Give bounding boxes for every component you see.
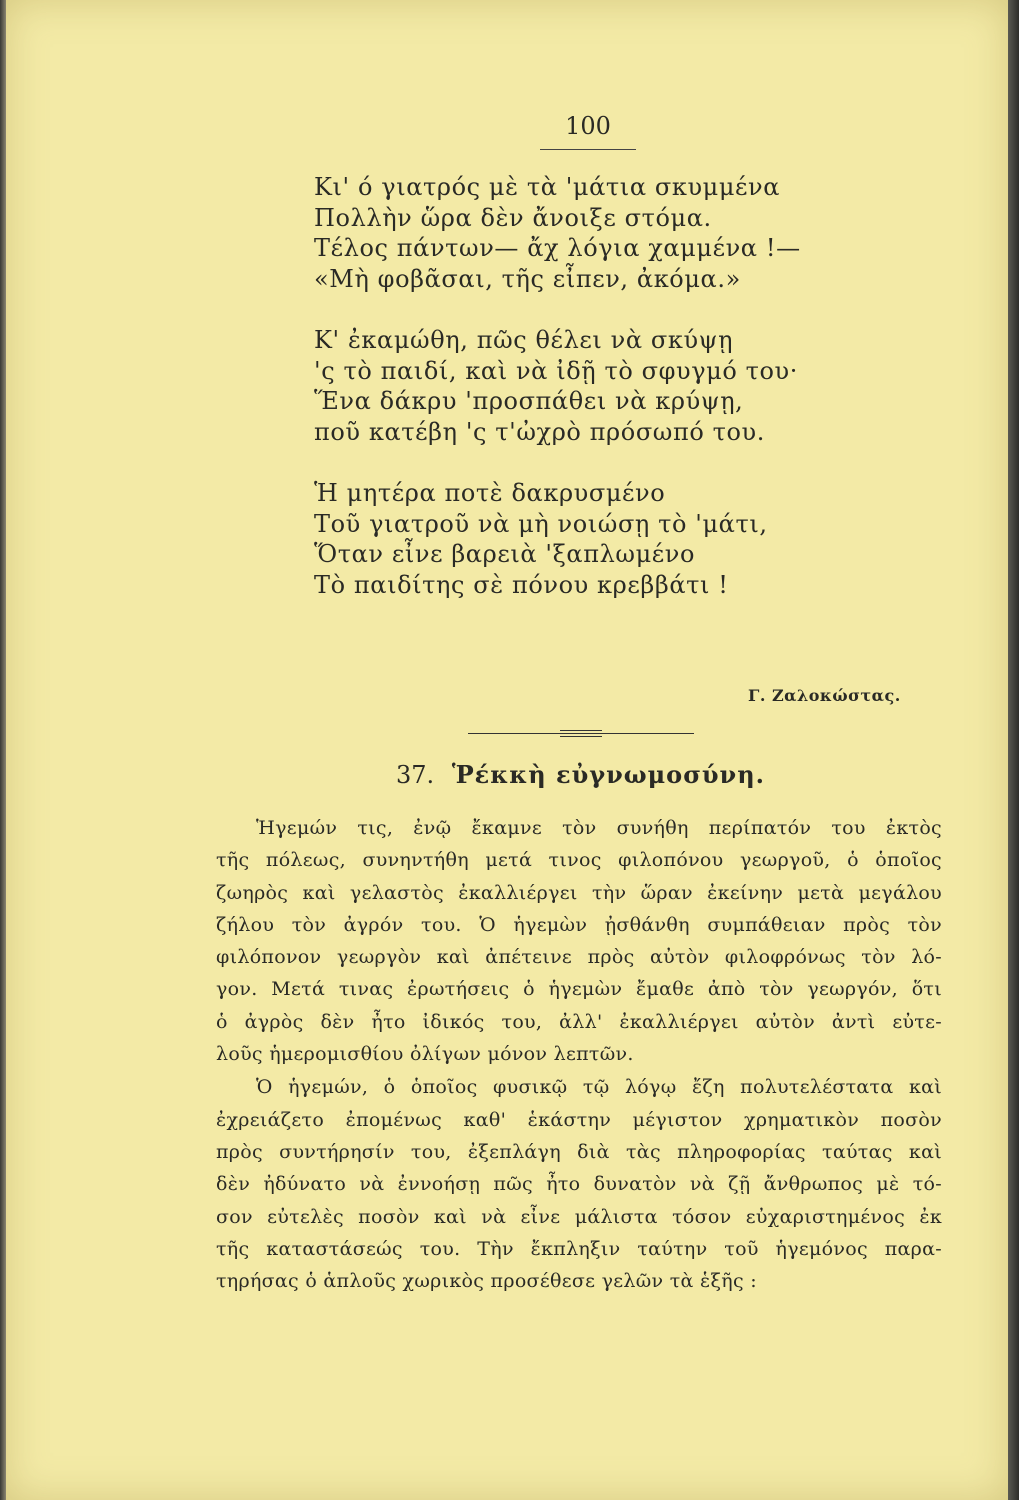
paragraph xyxy=(216,812,942,1070)
section-number: 37. xyxy=(396,761,435,789)
prose-line: πρὸς συντήρησίν του, ἐξεπλάγη διὰ τὰς πληροφορίας ταύτας καὶ xyxy=(216,1140,942,1163)
prose-line: Ἡγεμών τις, ἐνῷ ἔκαμνε τὸν συνήθη περίπατόν του ἐκτὸς xyxy=(256,817,942,839)
prose-line: ὁ ἀγρὸς δὲν ἦτο ἰδικός του, ἀλλ' ἐκαλλιέργει αὐτὸν ἀντὶ εὐτε- xyxy=(216,1010,942,1033)
prose-line: τῆς πόλεως, συνηντήθη μετά τινος φιλοπόνου γεωργοῦ, ὁ ὁποῖος xyxy=(216,849,942,872)
poem-stanza xyxy=(314,172,874,294)
prose-line: γον. Μετά τινας ἐρωτήσεις ὁ ἡγεμὼν ἔμαθε ἀπὸ τὸν γεωργόν, ὅτι xyxy=(216,978,942,1001)
prose-line: τηρήσας ὁ ἁπλοῦς χωρικὸς προσέθεσε γελῶν τὰ ἑξῆς : xyxy=(216,1270,757,1293)
poem-line: Ἕνα δάκρυ 'προσπάθει νὰ κρύψῃ, xyxy=(314,387,744,415)
prose-line: ζήλου τὸν ἀγρόν του. Ὁ ἡγεμὼν ᾐσθάνθη συμπάθειαν πρὸς τὸν xyxy=(216,913,942,936)
prose-line: λοῦς ἡμερομισθίου ὀλίγων μόνον λεπτῶν. xyxy=(216,1043,634,1066)
poem-line: Ὅταν εἶνε βαρειὰ 'ξαπλωμένο xyxy=(314,540,696,568)
poem-line: ποῦ κατέβη 'ς τ'ὠχρὸ πρόσωπό του. xyxy=(314,417,765,446)
poem-stanza xyxy=(314,325,874,447)
poem-line: «Μὴ φοβᾶσαι, τῆς εἶπεν, ἀκόμα.» xyxy=(314,264,741,293)
section-title: Ῥέκκὴ εὐγνωμοσύνη. xyxy=(451,760,765,789)
poem-line: 'ς τὸ παιδί, καὶ νὰ ἰδῇ τὸ σφυγμό του· xyxy=(314,356,798,385)
poem-line: Κ' ἐκαμώθη, πῶς θέλει νὰ σκύψῃ xyxy=(314,326,734,354)
page-right-edge xyxy=(1008,0,1019,1500)
prose-line: φιλόπονον γεωργὸν καὶ ἀπέτεινε πρὸς αὐτὸν φιλοφρόνως τὸν λό- xyxy=(216,946,942,969)
prose-line: δὲν ἠδύνατο νὰ ἐννοήσῃ πῶς ἦτο δυνατὸν νὰ ζῇ ἄνθρωπος μὲ τό- xyxy=(216,1173,942,1196)
prose-line: τῆς καταστάσεώς του. Τὴν ἔκπληξιν ταύτην τοῦ ἡγεμόνος παρα- xyxy=(216,1237,942,1260)
poem-stanza xyxy=(314,478,874,600)
poem-line: Κι' ό γιατρός μὲ τὰ 'μάτια σκυμμένα xyxy=(314,173,781,201)
page-number-rule xyxy=(540,149,636,150)
poem-line: Ἡ μητέρα ποτὲ δακρυσμένο xyxy=(314,479,666,507)
paragraph xyxy=(216,1071,942,1297)
poem-signature: Γ. Ζαλοκώστας. xyxy=(748,686,901,705)
prose-line: ἐχρειάζετο ἐπομένως καθ' ἑκάστην μέγιστον χρηματικὸν ποσὸν xyxy=(216,1108,942,1131)
prose-line: Ὁ ἡγεμών, ὁ ὁποῖος φυσικῷ τῷ λόγῳ ἔζη πολυτελέστατα καὶ xyxy=(256,1076,942,1099)
poem-line: Τέλος πάντων— ἄχ λόγια χαμμένα !— xyxy=(314,234,801,262)
page-number: 100 xyxy=(565,112,611,140)
prose-body xyxy=(216,812,942,1298)
section-divider xyxy=(468,730,694,738)
prose-line: ζωηρὸς καὶ γελαστὸς ἐκαλλιέργει τὴν ὥραν ἐκείνην μετὰ μεγάλου xyxy=(216,881,942,904)
poem-line: Τὸ παιδίτης σὲ πόνου κρεββάτι ! xyxy=(314,570,729,599)
section-heading xyxy=(396,760,776,789)
poem-line: Τοῦ γιατροῦ νὰ μὴ νοιώσῃ τὸ 'μάτι, xyxy=(314,509,768,538)
poem-line: Πολλὴν ὥρα δὲν ἄνοιξε στόμα. xyxy=(314,203,712,232)
prose-line: σον εὐτελὲς ποσὸν καὶ νὰ εἶνε μάλιστα τόσον εὐχαριστημένος ἐκ xyxy=(216,1205,942,1228)
poem xyxy=(314,172,874,631)
